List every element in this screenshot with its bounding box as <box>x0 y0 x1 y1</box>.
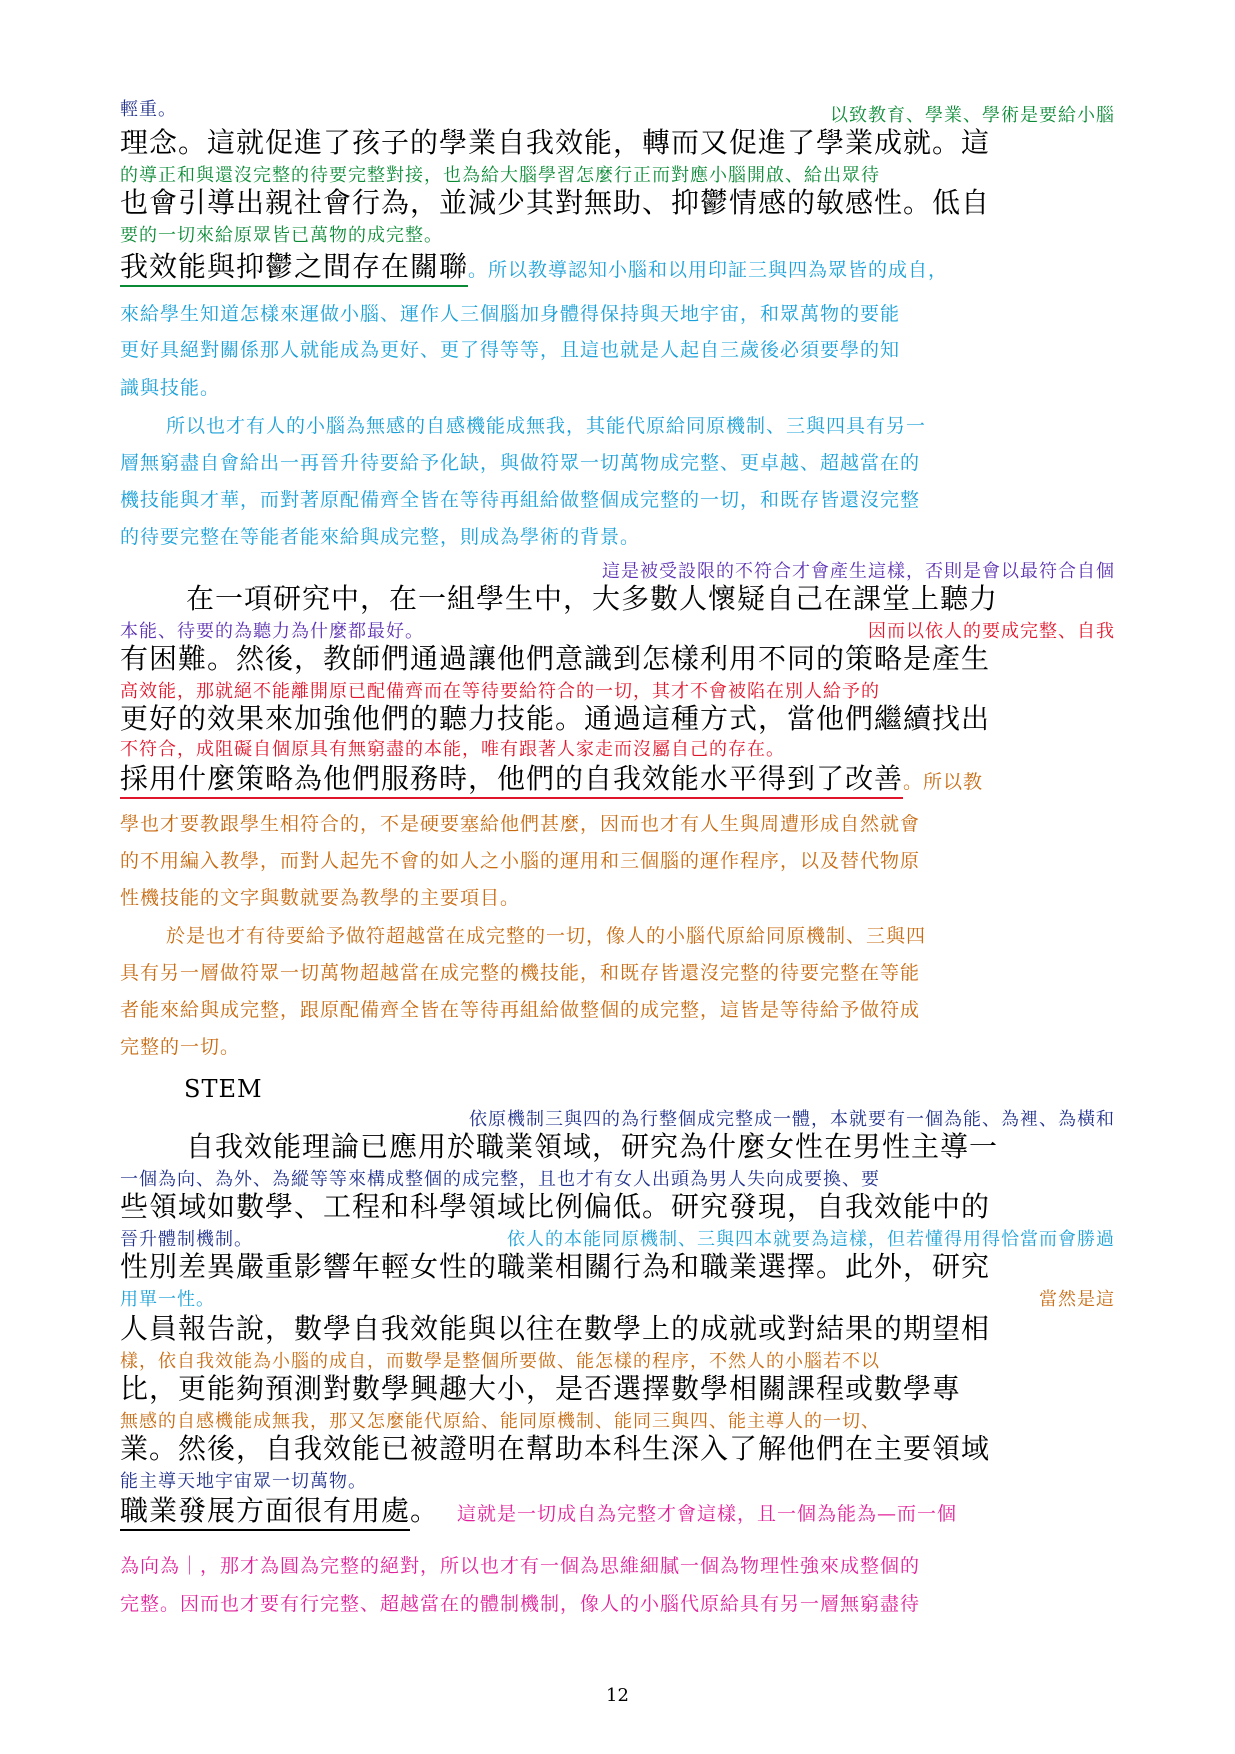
body-line <box>120 702 1115 736</box>
underlined-text: 也會引導出親社會行為，並減少其對無助、抑鬱情感的敏感性。低自 <box>120 186 990 220</box>
underlined-text: 些領域如數學、工程和科學領域比例偏低。研究發現，自我效能中的 <box>120 1190 990 1224</box>
note-text: 樣，依自我效能為小腦的成自，而數學是整個所要做、能怎樣的程序，不然人的小腦若不以 <box>120 1351 880 1372</box>
body-line <box>120 1494 1115 1531</box>
commentary-text: 機技能與才華，而對著原配備齊全皆在等待再組給做整個成完整的一切，和既存皆還沒完整 <box>120 489 921 511</box>
commentary-text: 來給學生知道怎樣來運做小腦、運作人三個腦加身體得保持與天地宇宙，和眾萬物的要能 <box>120 303 901 325</box>
underlined-text: 在一項研究中，在一組學生中，大多數人懷疑自己在課堂上聽力 <box>186 582 998 616</box>
note-line <box>120 1288 1115 1312</box>
underlined-text: 理念。這就促進了孩子的學業自我效能，轉而又促進了學業成就。這 <box>120 126 990 160</box>
note-text: 不符合，成阻礙自個原具有無窮盡的本能，唯有跟著人家走而沒屬自己的存在。 <box>120 739 785 760</box>
commentary-line <box>120 300 1115 328</box>
note-line <box>120 1410 1115 1434</box>
note-text: 輕重。 <box>120 99 177 120</box>
note-text: 無感的自感機能成無我，那又怎麼能代原給、能同原機制、能同三與四、能主導人的一切、 <box>120 1411 880 1432</box>
note-line <box>120 1228 1115 1252</box>
commentary-line <box>120 996 1115 1024</box>
commentary-line <box>120 1590 1115 1618</box>
body-text: 人員報告說， <box>120 1312 295 1345</box>
commentary-text: 的待要完整在等能者能來給與成完整，則成為學術的背景。 <box>120 526 641 548</box>
commentary-text: 層無窮盡自會給出一再晉升待要給予化缺，與做符眾一切萬物成完整、更卓越、超越當在的 <box>120 452 921 474</box>
body-line <box>120 250 1115 287</box>
note-text: 這就是一切成自為完整才會這樣，且一個為能為—而一個 <box>457 1503 958 1525</box>
page-number: 12 <box>606 1685 629 1706</box>
body-line <box>120 1130 1115 1164</box>
note-line <box>120 680 1115 704</box>
underlined-text: 性別差異嚴重影響年輕女性的職業相關行為和職業選擇 <box>120 1250 816 1284</box>
underlined-text: 我效能與抑鬱之間存在關聯 <box>120 250 468 287</box>
note-line <box>120 1350 1115 1374</box>
commentary-text: 的不用編入教學，而對人起先不會的如人之小腦的運用和三個腦的運作程序，以及替代物原 <box>120 850 921 872</box>
note-text: 一個為向、為外、為縱等等來構成整個的成完整，且也才有女人出頭為男人失向成要換、要 <box>120 1169 880 1190</box>
commentary-text: 學也才要教跟學生相符合的，不是硬要塞給他們甚麼，因而也才有人生與周遭形成自然就會 <box>120 813 921 835</box>
commentary-text: 性機技能的文字與數就要為教學的主要項目。 <box>120 887 521 909</box>
body-line <box>120 642 1115 676</box>
note-line <box>120 104 1115 128</box>
commentary-line <box>120 336 1115 364</box>
commentary-line <box>120 810 1115 838</box>
body-text: 。此外，研究 <box>816 1250 991 1283</box>
note-text: 依人的本能同原機制、三與四本就要為這樣，但若懂得用得恰當而會勝過 <box>507 1229 1115 1250</box>
note-line <box>120 164 1115 188</box>
body-text: 。 <box>410 1494 440 1527</box>
note-text: 要的一切來給原眾皆已萬物的成完整。 <box>120 225 443 246</box>
commentary-line <box>120 1033 1115 1061</box>
note-line <box>120 738 1115 762</box>
note-text: 以致教育、學業、學術是要給小腦 <box>830 105 1115 126</box>
body-line <box>120 186 1115 220</box>
commentary-line <box>120 847 1115 875</box>
body-line <box>120 1190 1115 1224</box>
commentary-text: 於是也才有待要給予做符超越當在成完整的一切，像人的小腦代原給同原機制、三與四 <box>166 925 927 947</box>
note-text: 高效能，那就絕不能離開原已配備齊而在等待要給符合的一切，其才不會被陷在別人給予的 <box>120 681 880 702</box>
commentary-line <box>120 486 1115 514</box>
commentary-text: 完整。因而也才要有行完整、超越當在的體制機制，像人的小腦代原給具有另一層無窮盡待 <box>120 1593 921 1615</box>
note-text: 依原機制三與四的為行整個成完整成一體，本就要有一個為能、為裡、為橫和 <box>469 1109 1115 1130</box>
commentary-text: 所以也才有人的小腦為無感的自感機能成無我，其能代原給同原機制、三與四具有另一 <box>166 415 927 437</box>
note-line <box>120 1108 1115 1132</box>
underlined-text: 數學自我效能與以往在數學上的成就或對結果的期望相 <box>294 1312 990 1346</box>
underlined-text: 有困難。然後，教師們通過讓他們意識到怎樣利用不同的策略是產生 <box>120 642 990 676</box>
note-text: 的導正和與還沒完整的待要完整對接，也為給大腦學習怎麼行正而對應小腦開啟、給出眾待 <box>120 165 880 186</box>
underlined-text: 自我效能理論已應用於職業領域，研究為什麼女性在男性主導一 <box>186 1130 998 1164</box>
note-text: 晉升體制機制。 <box>120 1229 253 1250</box>
body-line <box>120 1372 1115 1406</box>
note-text: 這是被受設限的不符合才會產生這樣，否則是會以最符合自個 <box>602 561 1115 582</box>
section-heading <box>120 1074 1115 1104</box>
underlined-text: 採用什麼策略為他們服務時，他們的自我效能水平得到了改善 <box>120 762 903 799</box>
note-text: 用單一性。 <box>120 1289 215 1310</box>
commentary-line <box>120 374 1115 402</box>
body-line <box>120 1312 1115 1346</box>
note-text: 因而以依人的要成完整、自我 <box>868 621 1115 642</box>
commentary-text: 更好具絕對關係那人就能成為更好、更了得等等，且這也就是人起自三歲後必須要學的知 <box>120 339 901 361</box>
commentary-text: 者能來給與成完整，跟原配備齊全皆在等待再組給做整個的成完整，這皆是等待給予做符成 <box>120 999 921 1021</box>
commentary-text: 識與技能。 <box>120 377 221 399</box>
heading-text: STEM <box>184 1075 263 1103</box>
commentary-line <box>120 884 1115 912</box>
note-line <box>120 1470 1115 1494</box>
note-text: 。所以教導認知小腦和以用印証三與四為眾皆的成自， <box>468 259 949 281</box>
body-line <box>120 1250 1115 1284</box>
commentary-text: 為向為｜，那才為圓為完整的絕對，所以也才有一個為思維細膩一個為物理性強來成整個的 <box>120 1555 921 1577</box>
underlined-text: 職業發展方面很有用處 <box>120 1494 410 1531</box>
commentary-text: 具有另一層做符眾一切萬物超越當在成完整的機技能，和既存皆還沒完整的待要完整在等能 <box>120 962 921 984</box>
note-text: 能主導天地宇宙眾一切萬物。 <box>120 1471 367 1492</box>
underlined-text: 業。然後，自我效能已被證明在幫助本科生深入了解他們在主要領域 <box>120 1432 990 1466</box>
commentary-line <box>120 412 1115 440</box>
note-line <box>120 1168 1115 1192</box>
note-text: 本能、待要的為聽力為什麼都最好。 <box>120 621 424 642</box>
commentary-line <box>120 523 1115 551</box>
note-text: 當然是這 <box>1039 1289 1115 1310</box>
commentary-line <box>120 959 1115 987</box>
body-line <box>120 582 1115 616</box>
commentary-text: 完整的一切。 <box>120 1036 241 1058</box>
note-line <box>120 560 1115 584</box>
commentary-line <box>120 1552 1115 1580</box>
underlined-text: 比，更能夠預測對數學興趣大小，是否選擇數學相關課程或數學專 <box>120 1372 961 1406</box>
body-line <box>120 126 1115 160</box>
note-line <box>120 224 1115 248</box>
commentary-line <box>120 449 1115 477</box>
note-text: 。所以教 <box>903 771 984 793</box>
body-line <box>120 1432 1115 1466</box>
underlined-text: 更好的效果來加強他們的聽力技能。通過這種方式，當他們繼續找出 <box>120 702 990 736</box>
body-line <box>120 762 1115 799</box>
note-line <box>120 620 1115 644</box>
commentary-line <box>120 922 1115 950</box>
